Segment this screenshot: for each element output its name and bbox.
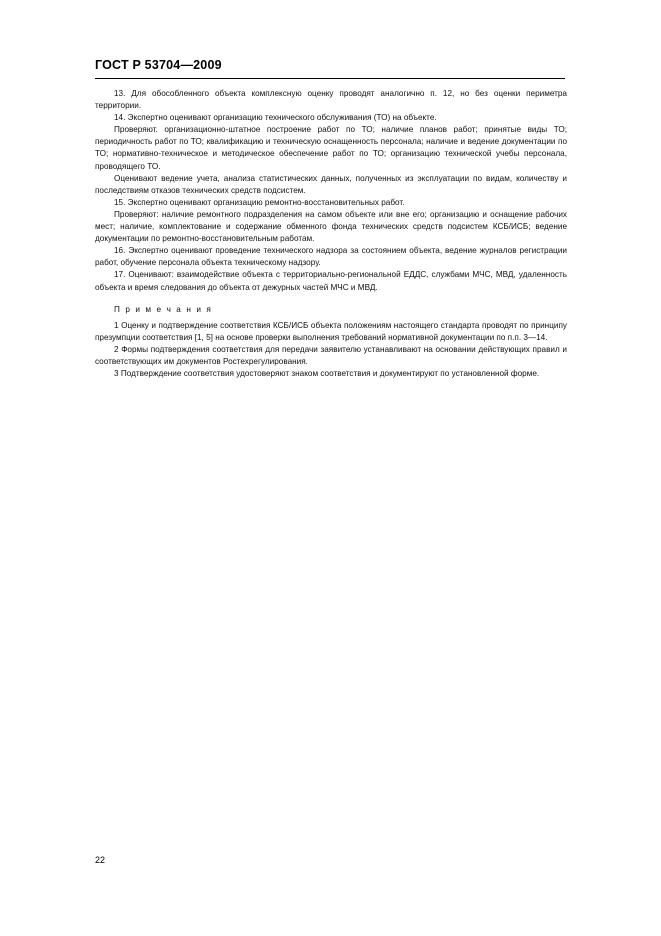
- document-standard-title: ГОСТ Р 53704—2009: [95, 58, 222, 72]
- note-3: 3 Подтверждение соответствия удостоверяют знаком соответствия и документируют по установленной форме.: [114, 369, 540, 379]
- notes-list: [95, 320, 567, 380]
- page-number: 22: [95, 855, 106, 865]
- paragraph-14: 14. Экспертно оценивают организацию технического обслуживания (ТО) на объекте.: [114, 113, 437, 123]
- paragraph-15: 15. Экспертно оценивают организацию ремонтно-восстановительных работ.: [114, 197, 405, 207]
- paragraph-13: 13. Для обособленного объекта комплексную оценку проводят аналогично п. 12, но без оценки периметра территории.: [95, 89, 567, 111]
- notes-heading: П р и м е ч а н и я: [114, 304, 213, 314]
- header-divider: [95, 78, 565, 79]
- paragraph-14-check: Проверяют. организационно-штатное построение работ по ТО; наличие планов работ; принятые виды ТО; периодичность работ по ТО; квалификацию и техническую оснащенность персонала; наличие и ведение документации по ТО; нормативно-техническое и методическое обеспечение работ по ТО; организацию технической учебы персонала, проводящего ТО.: [95, 125, 567, 171]
- note-1: 1 Оценку и подтверждение соответствия КСБ/ИСБ объекта положениям настоящего стандарта проводят по принципу презумпции соответствия [1, 5] на основе проверки выполнения требований нормативной документации по п.п. 3—14.: [95, 320, 567, 342]
- paragraph-16: 16. Экспертно оценивают проведение технического надзора за состоянием объекта, ведение журналов регистрации работ, обучение персонала объекта техническому надзору.: [95, 246, 567, 268]
- note-2: 2 Формы подтверждения соответствия для передачи заявителю устанавливают на основании действующих правил и соответствующих им документов Ростехрегулирования.: [95, 344, 567, 366]
- paragraph-14-eval: Оценивают ведение учета, анализа статистических данных, полученных из эксплуатации по видам, количеству и последствиям отказов технических средств подсистем.: [95, 173, 567, 195]
- document-body: [95, 88, 567, 380]
- paragraph-15-check: Проверяют: наличие ремонтного подразделения на самом объекте или вне его; организацию и оснащение рабочих мест; наличие, комплектование и содержание обменного фонда технических средств подсистем КСБ/ИСБ; ведение документации по ремонтно-восстановительным работам.: [95, 209, 567, 244]
- paragraph-17: 17. Оценивают: взаимодействие объекта с территориально-региональной ЕДДС, службами МЧС, МВД, удаленность объекта и время следования до объекта от дежурных частей МЧС и МВД.: [95, 270, 567, 292]
